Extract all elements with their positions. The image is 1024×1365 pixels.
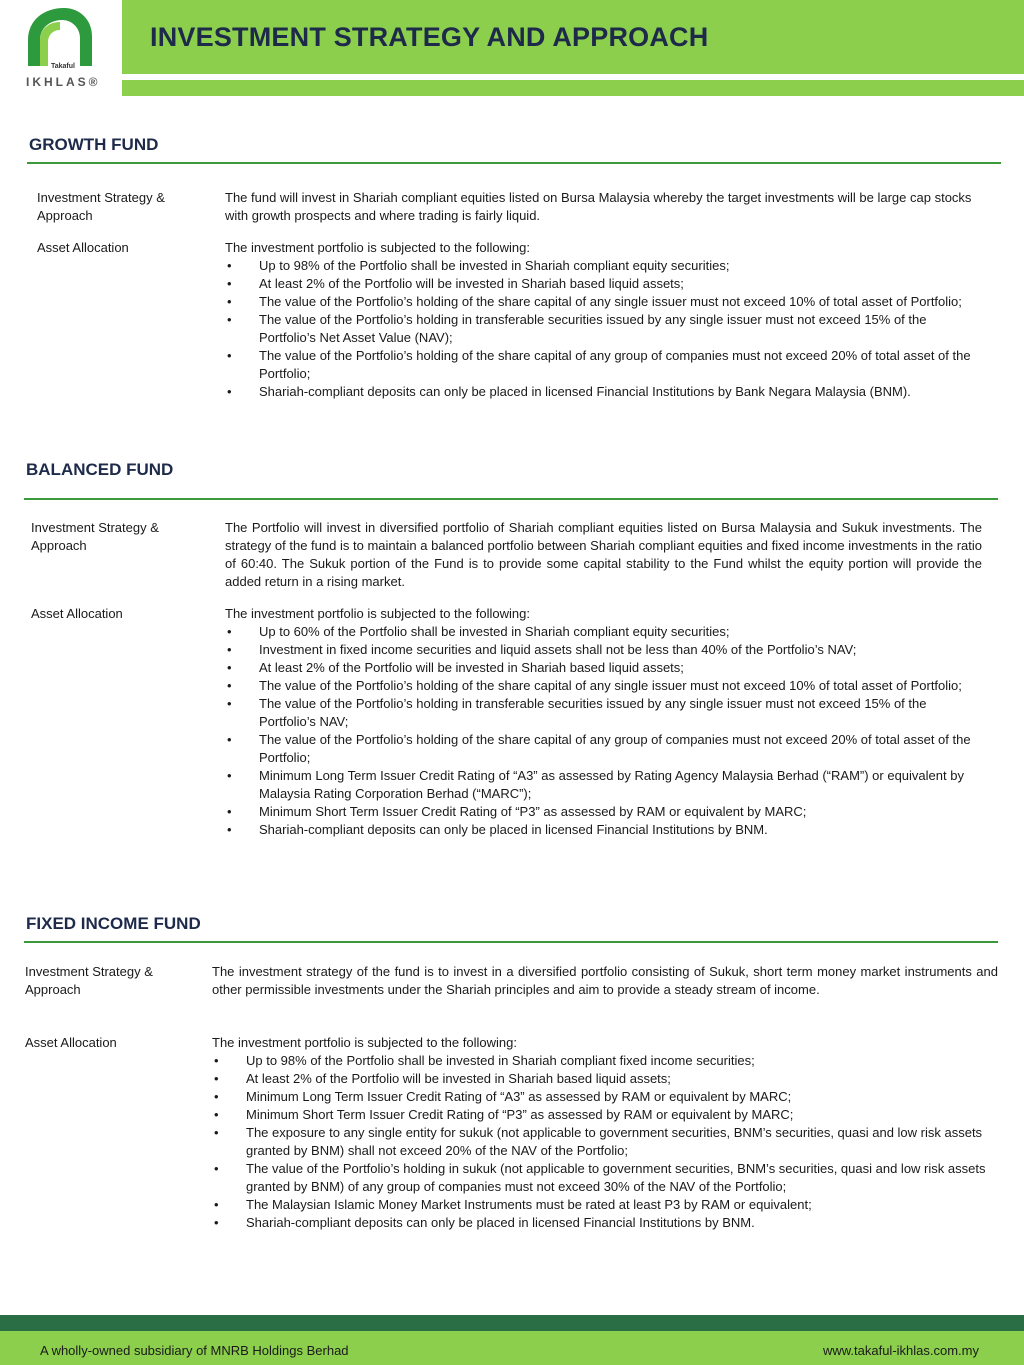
list-item: • The value of the Portfolio’s holding in sukuk (not applicable to government securities, BNM’s securities, quasi and low risk assets granted by BNM) of any group of companies must not exceed 30% of the NAV of the Portfolio;	[212, 1160, 1002, 1196]
header-stripe	[122, 80, 1024, 96]
growth-allocation-label: Asset Allocation	[37, 240, 129, 255]
fixed-allocation-intro: The investment portfolio is subjected to the following:	[212, 1035, 517, 1050]
footer-bar	[0, 1315, 1024, 1331]
list-item: • Investment in fixed income securities and liquid assets shall not be less than 40% of the Portfolio’s NAV;	[225, 641, 985, 659]
logo-brand-text: IKHLAS®	[26, 75, 101, 89]
list-item: • Minimum Long Term Issuer Credit Rating of “A3” as assessed by Rating Agency Malaysia Berhad (“RAM”) or equivalent by Malaysia Rating Corporation Berhad (“MARC”);	[225, 767, 985, 803]
fixed-income-fund-rule	[24, 941, 998, 943]
list-item: • At least 2% of the Portfolio will be invested in Shariah based liquid assets;	[225, 275, 985, 293]
balanced-fund-rule	[24, 498, 998, 500]
list-item: • Up to 98% of the Portfolio shall be invested in Shariah compliant equity securities;	[225, 257, 985, 275]
list-item: • Minimum Long Term Issuer Credit Rating of “A3” as assessed by RAM or equivalent by MARC;	[212, 1088, 1002, 1106]
growth-fund-rule	[27, 162, 1001, 164]
fixed-allocation-label: Asset Allocation	[25, 1035, 117, 1050]
fixed-strategy-text	[212, 963, 998, 999]
growth-allocation-intro: The investment portfolio is subjected to the following:	[225, 240, 530, 255]
growth-strategy-paragraph: The fund will invest in Shariah compliant equities listed on Bursa Malaysia whereby the target investments will be large cap stocks with growth prospects and where trading is fairly liquid.	[225, 190, 972, 223]
ikhlas-arch-logo	[22, 6, 98, 66]
balanced-allocation-list	[225, 623, 985, 839]
logo-small-text: Takaful	[51, 63, 75, 70]
fixed-income-fund-title: FIXED INCOME FUND	[26, 914, 201, 933]
balanced-allocation-label: Asset Allocation	[31, 606, 123, 621]
footer-subsidiary-text: A wholly-owned subsidiary of MNRB Holdings Berhad	[40, 1343, 349, 1358]
balanced-strategy-text	[225, 519, 982, 591]
list-item: • At least 2% of the Portfolio will be invested in Shariah based liquid assets;	[212, 1070, 1002, 1088]
list-item: • The value of the Portfolio’s holding of the share capital of any single issuer must not exceed 10% of total asset of Portfolio;	[225, 677, 985, 695]
growth-allocation-list	[225, 257, 985, 401]
fixed-allocation	[212, 1034, 1002, 1232]
balanced-allocation	[225, 605, 985, 839]
list-item: • Up to 60% of the Portfolio shall be invested in Shariah compliant equity securities;	[225, 623, 985, 641]
list-item: • Minimum Short Term Issuer Credit Rating of “P3” as assessed by RAM or equivalent by MARC;	[225, 803, 985, 821]
balanced-strategy-label: Investment Strategy & Approach	[31, 520, 159, 553]
list-item: • Shariah-compliant deposits can only be placed in licensed Financial Institutions by BNM.	[212, 1214, 1002, 1232]
list-item: • The value of the Portfolio’s holding of the share capital of any group of companies must not exceed 20% of total asset of the Portfolio;	[225, 731, 985, 767]
list-item: • The exposure to any single entity for sukuk (not applicable to government securities, BNM’s securities, quasi and low risk assets granted by BNM) shall not exceed 20% of the NAV of the Portfolio;	[212, 1124, 1002, 1160]
footer-website-link[interactable]: www.takaful-ikhlas.com.my	[822, 1343, 979, 1358]
logo	[0, 0, 120, 98]
list-item: • Minimum Short Term Issuer Credit Rating of “P3” as assessed by RAM or equivalent by MARC;	[212, 1106, 1002, 1124]
list-item: • Shariah-compliant deposits can only be placed in licensed Financial Institutions by Bank Negara Malaysia (BNM).	[225, 383, 985, 401]
fixed-allocation-list	[212, 1052, 1002, 1232]
list-item: • The value of the Portfolio’s holding in transferable securities issued by any single issuer must not exceed 15% of the Portfolio’s Net Asset Value (NAV);	[225, 311, 985, 347]
list-item: • Up to 98% of the Portfolio shall be invested in Shariah compliant fixed income securities;	[212, 1052, 1002, 1070]
growth-strategy-text	[225, 189, 975, 225]
balanced-allocation-intro: The investment portfolio is subjected to the following:	[225, 606, 530, 621]
list-item: • The Malaysian Islamic Money Market Instruments must be rated at least P3 by RAM or equivalent;	[212, 1196, 1002, 1214]
growth-allocation	[225, 239, 985, 401]
list-item: • Shariah-compliant deposits can only be placed in licensed Financial Institutions by BNM.	[225, 821, 985, 839]
list-item: • The value of the Portfolio’s holding of the share capital of any group of companies must not exceed 20% of total asset of the Portfolio;	[225, 347, 985, 383]
page-title: INVESTMENT STRATEGY AND APPROACH	[150, 22, 709, 52]
list-item: • At least 2% of the Portfolio will be invested in Shariah based liquid assets;	[225, 659, 985, 677]
list-item: • The value of the Portfolio’s holding of the share capital of any single issuer must not exceed 10% of total asset of Portfolio;	[225, 293, 985, 311]
growth-strategy-label: Investment Strategy & Approach	[37, 190, 165, 223]
list-item: • The value of the Portfolio’s holding in transferable securities issued by any single issuer must not exceed 15% of the Portfolio’s NAV;	[225, 695, 985, 731]
balanced-strategy-paragraph: The Portfolio will invest in diversified portfolio of Shariah compliant equities listed on Bursa Malaysia and Sukuk investments. The strategy of the fund is to maintain a balanced portfolio between Shariah compliant equities and fixed income investments in the ratio of 60:40. The Sukuk portion of the Fund is to provide some capital stability to the Fund whilst the equity portion will provide the added return in a rising market.	[225, 520, 982, 589]
balanced-fund-title: BALANCED FUND	[26, 460, 174, 479]
fixed-strategy-label: Investment Strategy & Approach	[25, 964, 153, 997]
fixed-strategy-paragraph: The investment strategy of the fund is to invest in a diversified portfolio consisting of Sukuk, short term money market instruments and other permissible investments under the Shariah principles and aim to provide a steady stream of income.	[212, 964, 998, 997]
growth-fund-title: GROWTH FUND	[29, 135, 159, 154]
